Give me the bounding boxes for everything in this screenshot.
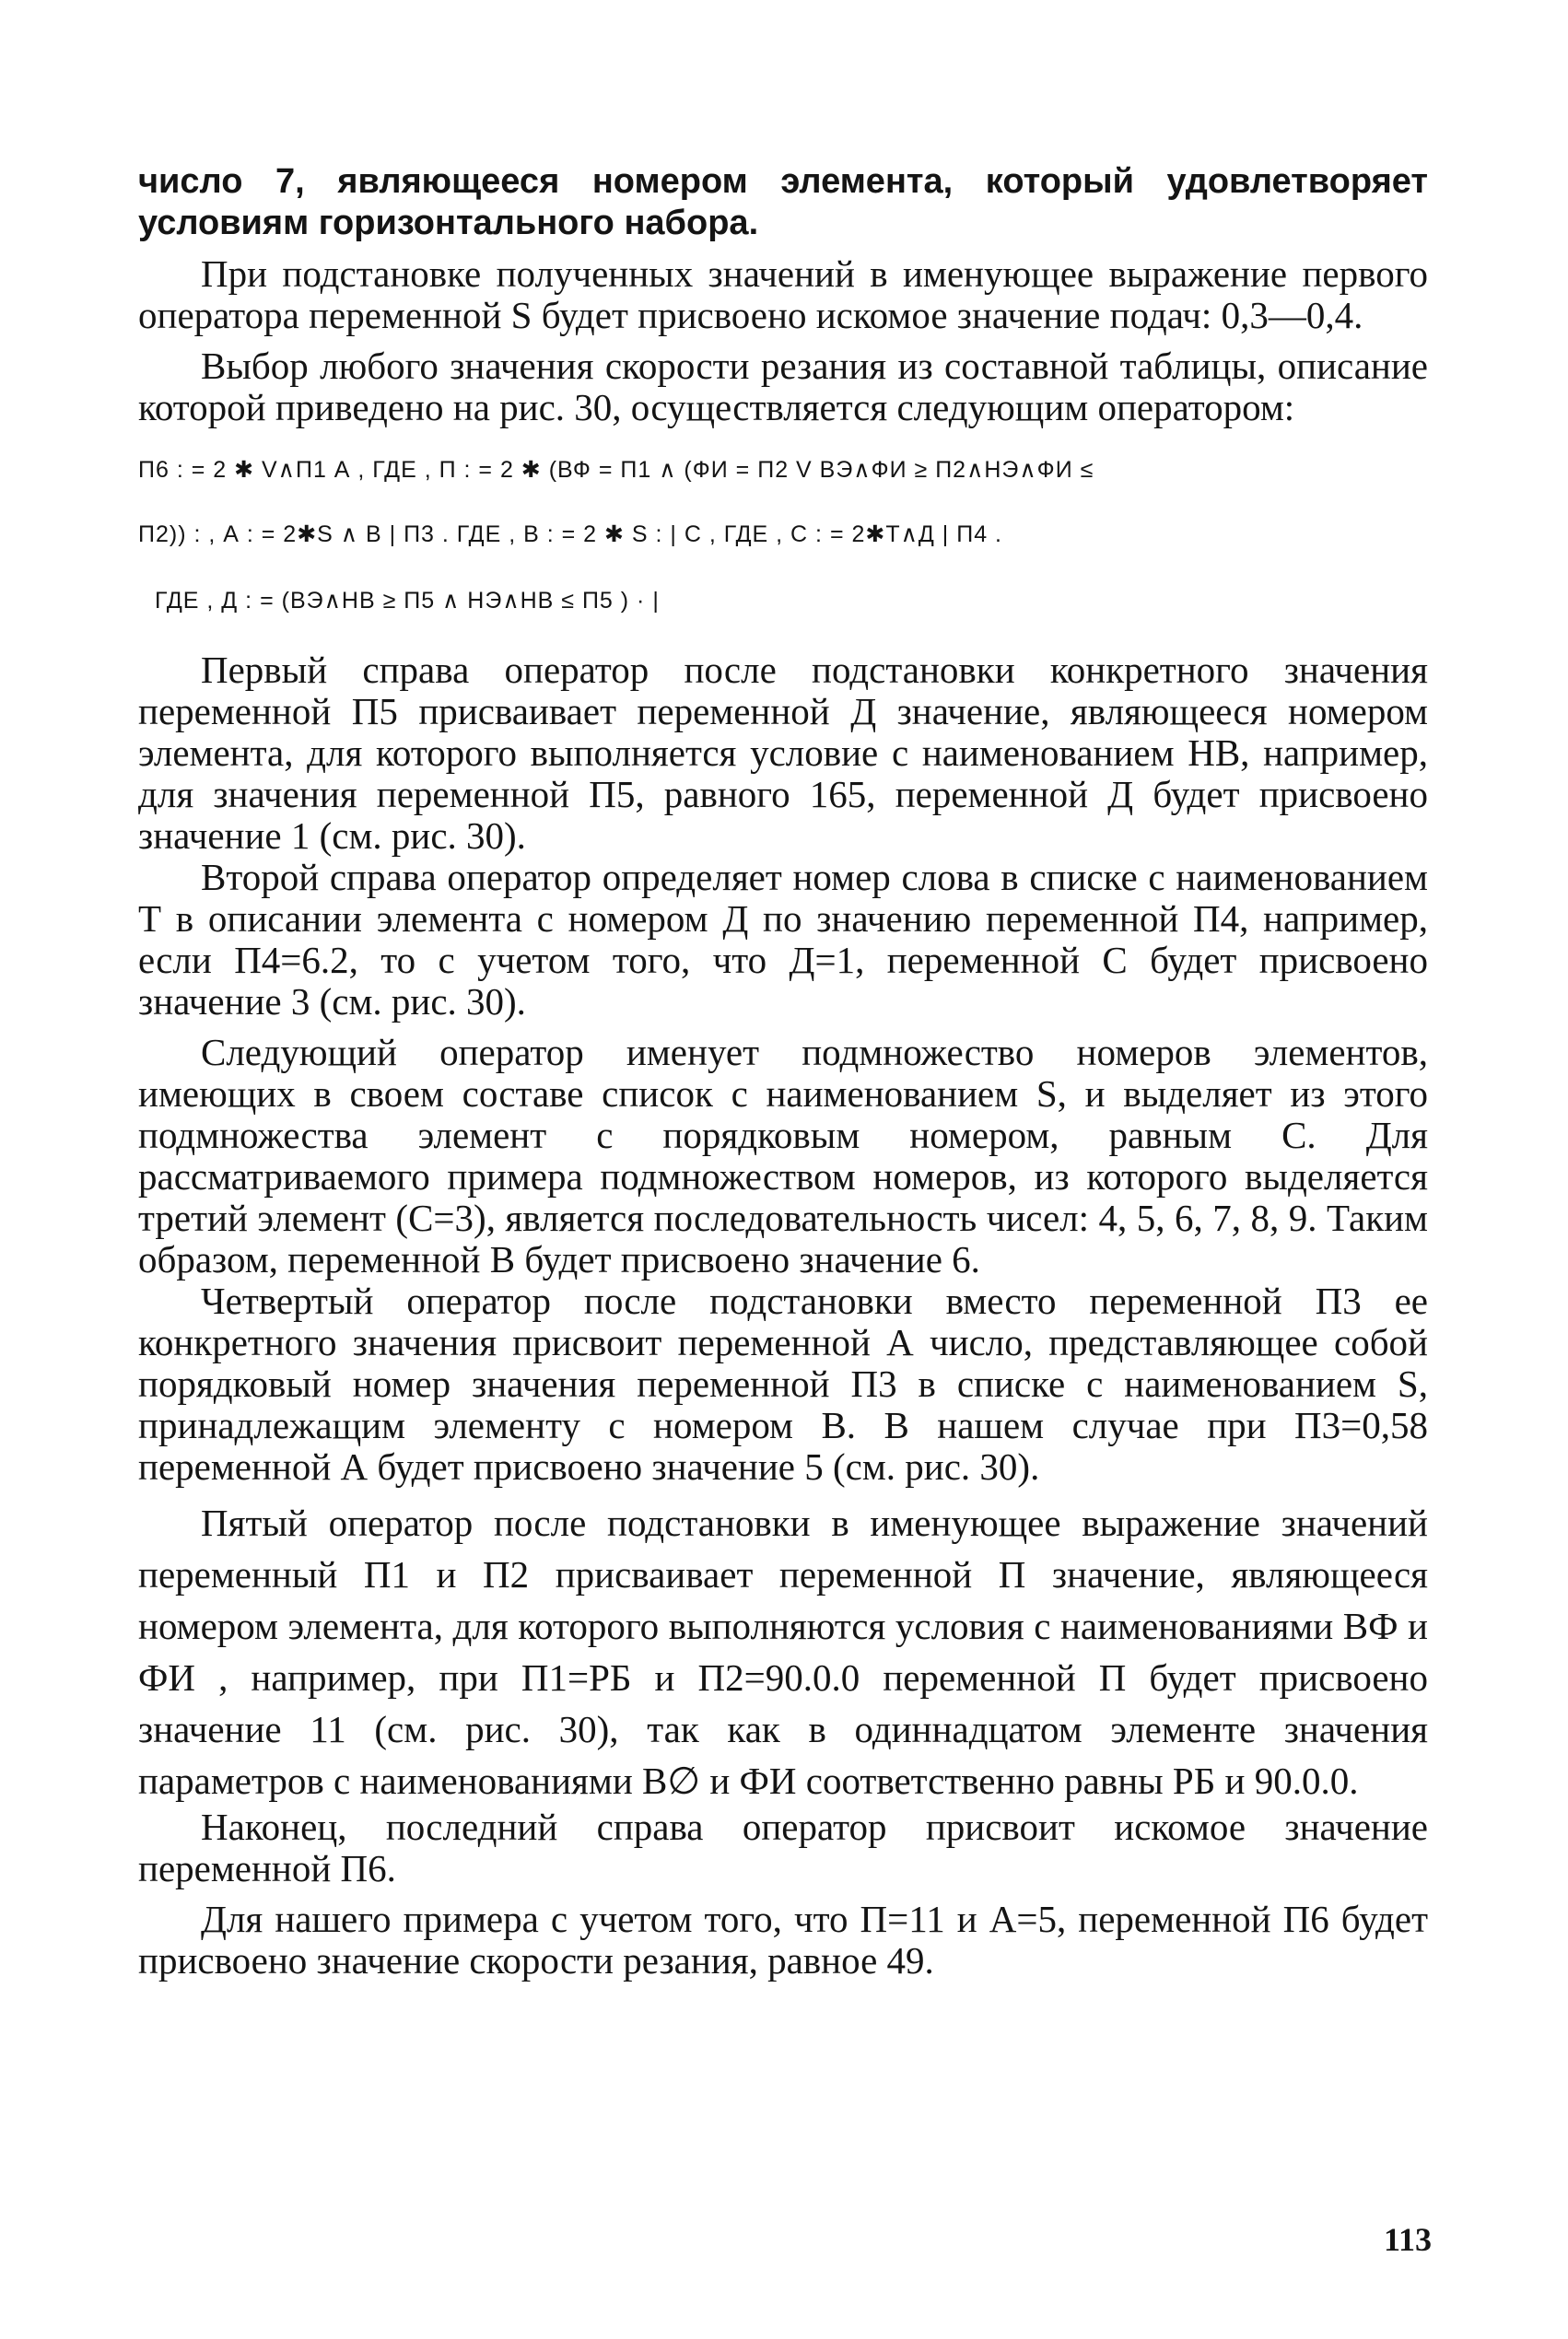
paragraph-first-operator: Первый справа оператор после подстановки конкретного значения переменной П5 присваивает переменной Д значение, являющееся номером элемента, для которого выполняется условие с наименованием НВ, например, для значения переменной П5, равного 165, переменной Д будет присвоено значение 1 (см. рис. 30).: [138, 649, 1428, 857]
page-number: 113: [1383, 2221, 1432, 2258]
formula-line: П2)) : , А : = 2✱S ∧ В | П3 . ГДЕ , В : = 2 ✱ S : | С , ГДЕ , С : = 2✱Т∧Д | П4 .: [138, 521, 1002, 547]
formula-line: П6 : = 2 ✱ V∧П1 А , ГДЕ , П : = 2 ✱ (ВФ = П1 ∧ (ФИ = П2 V ВЭ∧ФИ ≥ П2∧НЭ∧ФИ ≤: [138, 457, 1094, 483]
operator-formula: [138, 456, 1428, 614]
paragraph-next-operator: Следующий оператор именует подмножество номеров элементов, имеющих в своем составе список с наименованием S, и выделяет из этого подмножества элемент с порядковым номером, равным С. Для рассматриваемого примера подмножеством номеров, из которого выделяется третий элемент (С=3), является последовательность чисел: 4, 5, 6, 7, 8, 9. Таким образом, переменной В будет присвоено значение 6.: [138, 1031, 1428, 1281]
page-body: [138, 161, 1428, 1982]
formula-line: ГДЕ , Д : = (ВЭ∧НВ ≥ П5 ∧ НЭ∧НВ ≤ П5 ) · |: [155, 588, 660, 614]
paragraph-fourth-operator: Четвертый оператор после подстановки вместо переменной П3 ее конкретного значения присвоит переменной А число, представляющее собой порядковый номер значения переменной П3 в списке с наименованием S, принадлежащим элементу с номером В. В нашем случае при П3=0,58 переменной А будет присвоено значение 5 (см. рис. 30).: [138, 1280, 1428, 1488]
paragraph-example: Для нашего примера с учетом того, что П=11 и А=5, переменной П6 будет присвоено значение скорости резания, равное 49.: [138, 1898, 1428, 1982]
paragraph-last-operator: Наконец, последний справа оператор присвоит искомое значение переменной П6.: [138, 1806, 1428, 1889]
paragraph-second-operator: Второй справа оператор определяет номер слова в списке с наименованием Т в описании элемента с номером Д по значению переменной П4, например, если П4=6.2, то с учетом того, что Д=1, переменной С будет присвоено значение 3 (см. рис. 30).: [138, 856, 1428, 1023]
paragraph-speed-selection: Выбор любого значения скорости резания из составной таблицы, описание которой приведено на рис. 30, осуществляется следующим оператором:: [138, 345, 1428, 428]
paragraph-fifth-operator: Пятый оператор после подстановки в именующее выражение значений переменный П1 и П2 присваивает переменной П значение, являющееся номером элемента, для которого выполняются условия с наименованиями ВФ и ФИ , например, при П1=РБ и П2=90.0.0 переменной П будет присвоено значение 11 (см. рис. 30), так как в одиннадцатом элементе значения параметров с наименованиями В∅ и ФИ соответственно равны РБ и 90.0.0.: [138, 1502, 1428, 1802]
paragraph-substitution: При подстановке полученных значений в именующее выражение первого оператора переменной S будет присвоено искомое значение подач: 0,3—0,4.: [138, 252, 1428, 336]
paragraph-continuation: число 7, являющееся номером элемента, который удовлетворяет условиям горизонтального набора.: [138, 162, 1428, 242]
